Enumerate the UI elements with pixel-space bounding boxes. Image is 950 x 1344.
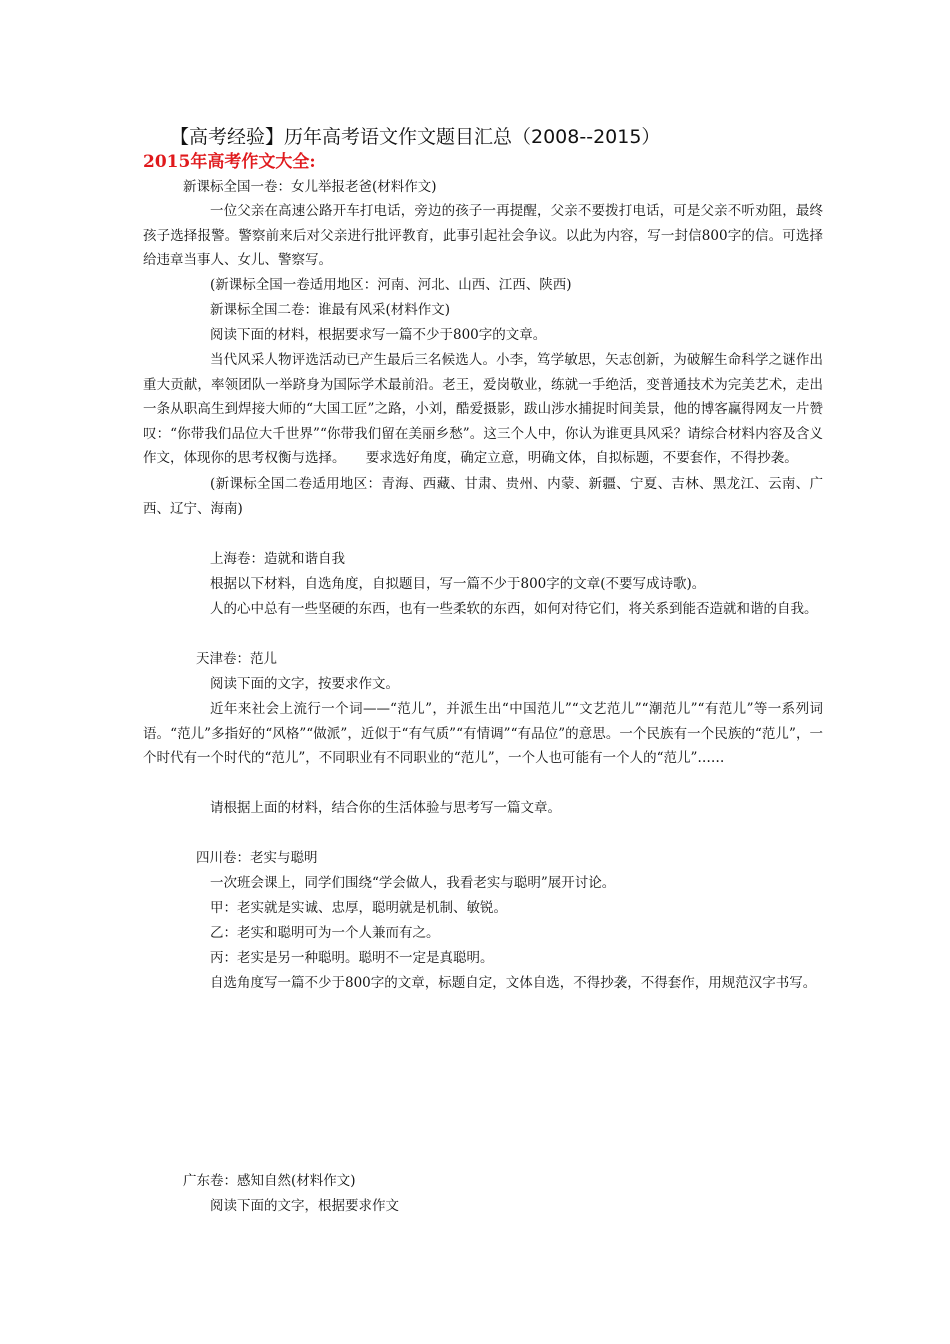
sichuan-yi: 乙：老实和聪明可为一个人兼而有之。 bbox=[210, 925, 440, 941]
document-title: 【高考经验】历年高考语文作文题目汇总（2008--2015） bbox=[170, 126, 661, 148]
national2-regions: (新课标全国二卷适用地区：青海、西藏、甘肃、贵州、内蒙、新疆、宁夏、吉林、黑龙江、云南、广西、辽宁、海南) bbox=[143, 476, 823, 517]
national2-instruction: 阅读下面的材料，根据要求写一篇不少于800字的文章。 bbox=[210, 327, 547, 343]
guangdong-instruction: 阅读下面的文字，根据要求作文 bbox=[210, 1198, 399, 1214]
sichuan-jia: 甲：老实就是实诚、忠厚，聪明就是机制、敏锐。 bbox=[210, 900, 507, 916]
tianjin-task: 请根据上面的材料，结合你的生活体验与思考写一篇文章。 bbox=[210, 800, 561, 816]
national2-heading: 新课标全国二卷：谁最有风采(材料作文) bbox=[210, 302, 451, 318]
tianjin-body: 近年来社会上流行一个词——“范儿”，并派生出“中国范儿”“文艺范儿”“潮范儿”“有范儿”等一系列词语。“范儿”多指好的“风格”“做派”，近似于“有气质”“有情调”“有品位”的意思。一个民族有一个民族的“范儿”，一个时代有一个时代的“范儿”，不同职业有不同职业的“范儿”，一个人也可能有一个人的“范儿”…… bbox=[143, 701, 823, 766]
sichuan-bing: 丙：老实是另一种聪明。聪明不一定是真聪明。 bbox=[210, 950, 494, 966]
sichuan-heading: 四川卷：老实与聪明 bbox=[196, 850, 318, 866]
tianjin-instruction: 阅读下面的文字，按要求作文。 bbox=[210, 676, 399, 692]
guangdong-heading: 广东卷：感知自然(材料作文) bbox=[183, 1173, 356, 1189]
national1-regions: (新课标全国一卷适用地区：河南、河北、山西、江西、陕西) bbox=[210, 277, 572, 293]
tianjin-heading: 天津卷：范儿 bbox=[196, 651, 277, 667]
national2-body: 当代风采人物评选活动已产生最后三名候选人。小李，笃学敏思，矢志创新，为破解生命科学之谜作出重大贡献，率领团队一举跻身为国际学术最前沿。老王，爱岗敬业，练就一手绝活，变普通技术为完美艺术，走出一条从职高生到焊接大师的“大国工匠”之路，小刘，酷爱摄影，跋山涉水捕捉时间美景，他的博客赢得网友一片赞叹：“你带我们品位大千世界”“你带我们留在美丽乡愁”。这三个人中，你认为谁更具风采？请综合材料内容及含义作文，体现你的思考权衡与选择。 要求选好角度，确定立意，明确文体，自拟标题，不要套作，不得抄袭。 bbox=[143, 352, 823, 466]
shanghai-heading: 上海卷：造就和谐自我 bbox=[210, 551, 345, 567]
section-title-2015: 2015年高考作文大全: bbox=[143, 152, 316, 172]
shanghai-body: 人的心中总有一些坚硬的东西，也有一些柔软的东西，如何对待它们，将关系到能否造就和谐的自我。 bbox=[210, 601, 818, 617]
national1-body: 一位父亲在高速公路开车打电话，旁边的孩子一再提醒，父亲不要拨打电话，可是父亲不听劝阻，最终孩子选择报警。警察前来后对父亲进行批评教育，此事引起社会争议。以此为内容，写一封信800字的信。可选择给违章当事人、女儿、警察写。 bbox=[143, 203, 823, 268]
shanghai-instruction: 根据以下材料，自选角度，自拟题目，写一篇不少于800字的文章(不要写成诗歌)。 bbox=[210, 576, 706, 592]
national1-heading: 新课标全国一卷：女儿举报老爸(材料作文) bbox=[183, 179, 437, 195]
sichuan-intro: 一次班会课上，同学们围绕“学会做人，我看老实与聪明”展开讨论。 bbox=[210, 875, 616, 891]
sichuan-task: 自选角度写一篇不少于800字的文章，标题自定，文体自选，不得抄袭，不得套作，用规范汉字书写。 bbox=[210, 975, 817, 991]
